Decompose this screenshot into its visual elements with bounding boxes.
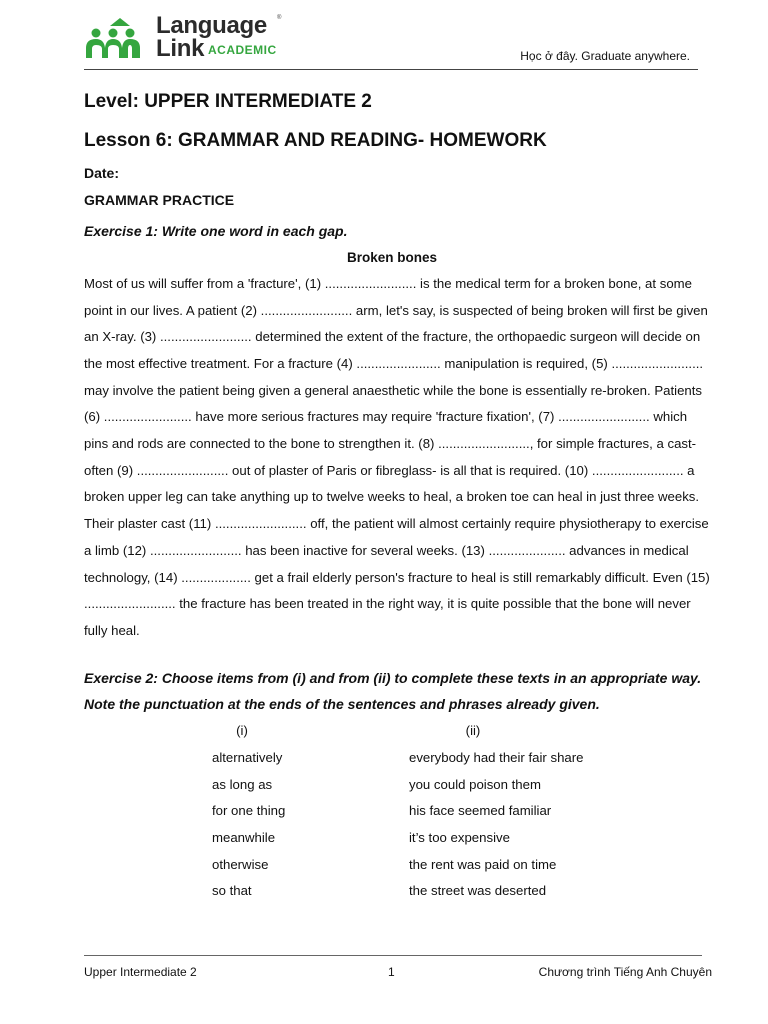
passage-paragraph-1: Most of us will suffer from a 'fracture', (1) ......................... is the medical term for a broken bone, at some point in our lives. A patient (2) ......................... arm, let's say, is suspected of being broken will first be given an X-ray. (3) ......................... determined the extent of the fracture, the orthopaedic surgeon will decide on the most effective treatment. For a fracture (4) ....................... manipulation is required, (5) ......................... may involve the patient being given a general anaesthetic while the bone is essentially re-broken. Patients (6) ........................ have more serious fractures may require 'fracture fixation', (7) ......................... which pins and rods are connected to the bone to strengthen it. (8) ........................., for simple fractures, a cast- often (9) ......................... out of plaster of Paris or fibreglass- is all that is required. (10) ......................... a broken upper leg can take anything up to twelve weeks to heal, a broken toe can heal in just three weeks.	[84, 275, 708, 505]
logo-text-language: Language	[156, 12, 267, 39]
people-logo-icon	[84, 18, 154, 58]
exercise1-instruction: Exercise 1: Write one word in each gap.	[84, 223, 348, 239]
column-i-header: (i)	[236, 723, 248, 739]
page-header	[84, 14, 698, 70]
exercise2-word-columns	[84, 718, 714, 904]
exercise2-instruction-line1: Exercise 2: Choose items from (i) and from (ii) to complete these texts in an appropriate way.	[84, 669, 702, 686]
logo-registered-mark: ®	[277, 15, 282, 21]
list-item: the street was deserted	[409, 883, 547, 899]
lesson-heading: Lesson 6: GRAMMAR AND READING- HOMEWORK	[84, 130, 547, 151]
column-ii	[409, 718, 649, 905]
header-divider	[84, 69, 698, 70]
list-item: as long as	[212, 776, 273, 792]
list-item: meanwhile	[212, 829, 276, 845]
list-item: alternatively	[212, 749, 283, 765]
list-item: the rent was paid on time	[409, 856, 557, 872]
list-item: so that	[212, 883, 252, 899]
language-link-logo	[84, 14, 284, 60]
list-item: otherwise	[212, 856, 269, 872]
page-number: 1	[388, 965, 395, 979]
page-footer	[84, 965, 712, 981]
list-item: you could poison them	[409, 776, 541, 792]
logo-text-link: Link	[156, 35, 205, 62]
logo-text-academic: ACADEMIC	[208, 43, 277, 57]
passage-paragraph-2: Their plaster cast (11) ......................... off, the patient will almost certainly require physiotherapy to exercise a limb (12) ......................... has been inactive for several weeks. (13) ..................... advances in medical technology, (14) ................... get a frail elderly person's fracture to heal is still remarkably difficult. Even (15) ......................... the fracture has been treated in the right way, it is quite possible that the bone will never fully heal.	[84, 516, 710, 638]
list-item: it’s too expensive	[409, 829, 510, 845]
footer-course-name: Upper Intermediate 2	[84, 965, 197, 979]
list-item: for one thing	[212, 803, 286, 819]
column-ii-header: (ii)	[465, 723, 481, 739]
worksheet-body	[84, 88, 714, 904]
list-item: his face seemed familiar	[409, 803, 552, 819]
passage-title: Broken bones	[346, 249, 438, 265]
level-heading: Level: UPPER INTERMEDIATE 2	[84, 91, 372, 112]
footer-divider	[84, 955, 702, 956]
section-heading: GRAMMAR PRACTICE	[84, 192, 235, 208]
footer-program-name: Chương trình Tiếng Anh Chuyên	[538, 965, 712, 979]
column-i	[212, 718, 332, 905]
tagline: Học ở đây. Graduate anywhere.	[520, 49, 690, 63]
exercise2-instruction-line2: Note the punctuation at the ends of the sentences and phrases already given.	[84, 696, 600, 713]
date-label: Date:	[84, 165, 120, 181]
list-item: everybody had their fair share	[409, 749, 584, 765]
